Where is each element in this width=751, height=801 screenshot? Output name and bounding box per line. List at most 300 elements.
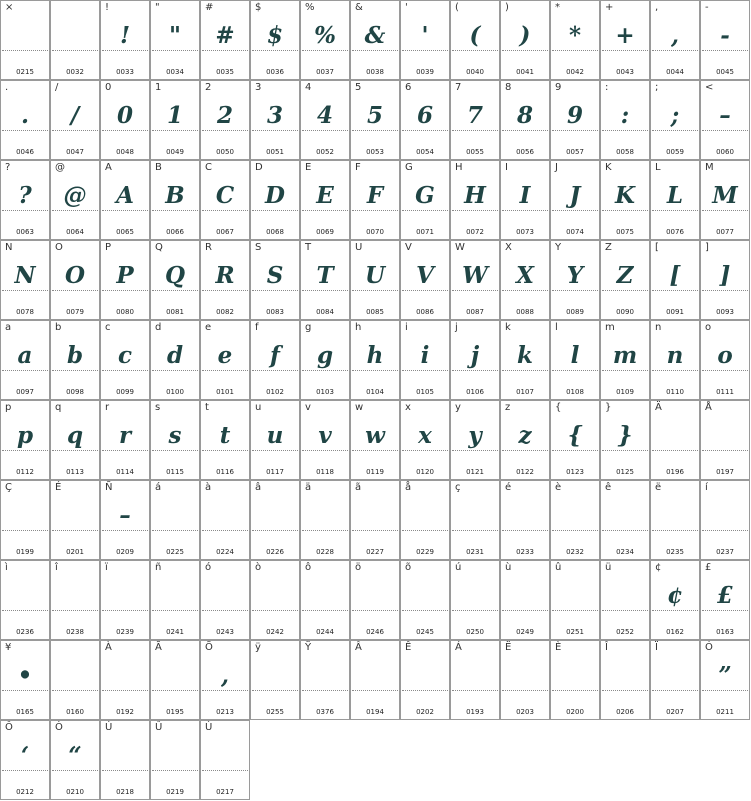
char-code: 0119	[366, 468, 384, 476]
glyph-sample: t	[219, 422, 231, 449]
cell-character: È	[555, 642, 562, 653]
cell-character: 0	[105, 82, 112, 93]
baseline-guide	[302, 530, 348, 531]
glyph-sample: q	[66, 422, 84, 449]
glyph-sample: {	[567, 422, 583, 449]
glyph-sample: 3	[266, 102, 283, 129]
glyph-sample: s	[168, 422, 182, 449]
char-code: 0082	[216, 308, 234, 316]
cell-character: 1	[155, 82, 162, 93]
char-code: 0217	[216, 788, 234, 796]
char-code: 0219	[166, 788, 184, 796]
glyph-sample: z	[518, 422, 532, 449]
cell-character: Y	[555, 242, 562, 253]
cell-character: s	[155, 402, 161, 413]
glyph-cell	[200, 480, 250, 560]
char-code: 0118	[316, 468, 334, 476]
cell-character: Ó	[705, 642, 713, 653]
glyph-cell	[650, 160, 700, 240]
glyph-cell	[350, 480, 400, 560]
char-code: 0074	[566, 228, 584, 236]
char-code: 0043	[616, 68, 634, 76]
cell-character: %	[305, 2, 315, 13]
glyph-cell	[150, 160, 200, 240]
glyph-cell	[200, 640, 250, 720]
char-code: 0100	[166, 388, 184, 396]
cell-character: é	[505, 482, 512, 493]
baseline-guide	[252, 690, 298, 691]
char-code: 0058	[616, 148, 634, 156]
cell-character: À	[105, 642, 112, 653]
glyph-cell	[400, 160, 450, 240]
cell-character: @	[55, 162, 65, 173]
cell-character: p	[5, 402, 12, 413]
cell-character: #	[205, 2, 214, 13]
glyph-sample: U	[364, 262, 386, 289]
cell-character: õ	[405, 562, 412, 573]
glyph-cell	[150, 80, 200, 160]
glyph-cell	[150, 640, 200, 720]
baseline-guide	[452, 690, 498, 691]
glyph-cell	[300, 240, 350, 320]
char-code: 0066	[166, 228, 184, 236]
glyph-sample: W	[462, 262, 488, 289]
cell-character: Ï	[655, 642, 658, 653]
char-code: 0193	[466, 708, 484, 716]
glyph-sample: ,	[220, 662, 229, 689]
char-code: 0233	[516, 548, 534, 556]
char-code: 0209	[116, 548, 134, 556]
glyph-cell	[250, 560, 300, 640]
cell-character: è	[555, 482, 562, 493]
cell-character: 2	[205, 82, 212, 93]
glyph-cell	[600, 480, 650, 560]
cell-character: ,	[655, 2, 659, 13]
glyph-cell	[700, 80, 750, 160]
glyph-cell	[150, 240, 200, 320]
glyph-cell	[50, 240, 100, 320]
glyph-cell	[300, 160, 350, 240]
glyph-cell	[100, 400, 150, 480]
char-code: 0206	[616, 708, 634, 716]
cell-character: ô	[305, 562, 312, 573]
glyph-cell	[600, 400, 650, 480]
cell-character: å	[405, 482, 412, 493]
char-code: 0070	[366, 228, 384, 236]
char-code: 0071	[416, 228, 434, 236]
cell-character: ç	[455, 482, 461, 493]
glyph-cell	[250, 0, 300, 80]
glyph-cell	[550, 480, 600, 560]
baseline-guide	[152, 530, 198, 531]
char-code: 0041	[516, 68, 534, 76]
glyph-cell	[450, 0, 500, 80]
char-code: 0245	[416, 628, 434, 636]
cell-character: Ÿ	[305, 642, 312, 653]
char-code: 0234	[616, 548, 634, 556]
glyph-cell	[250, 320, 300, 400]
glyph-cell	[600, 0, 650, 80]
char-code: 0252	[616, 628, 634, 636]
cell-character: ë	[655, 482, 662, 493]
glyph-cell	[600, 80, 650, 160]
glyph-cell	[50, 160, 100, 240]
glyph-sample: –	[719, 102, 731, 129]
cell-character: *	[555, 2, 560, 13]
glyph-sample: h	[366, 342, 384, 369]
cell-character: z	[505, 402, 511, 413]
cell-character: e	[205, 322, 212, 333]
cell-character: à	[205, 482, 212, 493]
cell-character: :	[605, 82, 609, 93]
glyph-cell	[250, 240, 300, 320]
glyph-cell	[0, 0, 50, 80]
char-code: 0103	[316, 388, 334, 396]
baseline-guide	[402, 530, 448, 531]
char-code: 0210	[66, 788, 84, 796]
baseline-guide	[702, 530, 748, 531]
cell-character: Ñ	[105, 482, 113, 493]
baseline-guide	[302, 610, 348, 611]
glyph-cell	[550, 80, 600, 160]
cell-character: Ë	[505, 642, 512, 653]
baseline-guide	[152, 690, 198, 691]
baseline-guide	[652, 530, 698, 531]
glyph-cell	[100, 0, 150, 80]
char-code: 0073	[516, 228, 534, 236]
baseline-guide	[452, 530, 498, 531]
char-code: 0246	[366, 628, 384, 636]
cell-character: 4	[305, 82, 312, 93]
cell-character: T	[305, 242, 312, 253]
cell-character: ã	[355, 482, 362, 493]
glyph-sample: "	[169, 22, 181, 49]
cell-character: {	[555, 402, 562, 413]
glyph-cell	[50, 560, 100, 640]
char-code: 0072	[466, 228, 484, 236]
cell-character: 6	[405, 82, 412, 93]
baseline-guide	[452, 610, 498, 611]
glyph-cell	[450, 320, 500, 400]
cell-character: (	[455, 2, 459, 13]
char-code: 0044	[666, 68, 684, 76]
cell-character: a	[5, 322, 12, 333]
cell-character: )	[505, 2, 509, 13]
cell-character: M	[705, 162, 714, 173]
baseline-guide	[252, 530, 298, 531]
cell-character: Â	[355, 642, 362, 653]
glyph-cell	[350, 560, 400, 640]
glyph-cell	[200, 560, 250, 640]
cell-character: w	[355, 402, 364, 413]
glyph-cell	[500, 80, 550, 160]
glyph-cell	[50, 400, 100, 480]
char-code: 0107	[516, 388, 534, 396]
char-code: 0047	[66, 148, 84, 156]
char-code: 0212	[16, 788, 34, 796]
glyph-sample: ?	[18, 182, 32, 209]
char-code: 0227	[366, 548, 384, 556]
char-code: 0034	[166, 68, 184, 76]
glyph-cell	[600, 560, 650, 640]
glyph-cell	[350, 80, 400, 160]
glyph-sample: L	[666, 182, 684, 209]
glyph-cell	[100, 160, 150, 240]
glyph-cell	[150, 320, 200, 400]
baseline-guide	[502, 610, 548, 611]
cell-character: &	[355, 2, 363, 13]
char-code: 0218	[116, 788, 134, 796]
cell-character: ?	[5, 162, 11, 173]
cell-character: P	[105, 242, 112, 253]
char-code: 0376	[316, 708, 334, 716]
char-code: 0050	[216, 148, 234, 156]
cell-character: â	[255, 482, 262, 493]
glyph-cell	[0, 720, 50, 800]
char-code: 0192	[116, 708, 134, 716]
glyph-cell	[650, 0, 700, 80]
char-code: 0077	[716, 228, 734, 236]
glyph-sample: )	[519, 22, 531, 49]
glyph-sample: *	[568, 22, 582, 49]
cell-character: k	[505, 322, 511, 333]
cell-character: K	[605, 162, 612, 173]
cell-character: Ô	[5, 722, 13, 733]
char-code: 0090	[616, 308, 634, 316]
glyph-cell	[250, 640, 300, 720]
glyph-sample: Q	[164, 262, 186, 289]
glyph-cell	[350, 240, 400, 320]
glyph-cell	[350, 160, 400, 240]
glyph-cell	[200, 720, 250, 800]
glyph-cell	[500, 0, 550, 80]
cell-character: h	[355, 322, 362, 333]
glyph-sample: u	[266, 422, 284, 449]
cell-character: b	[55, 322, 62, 333]
baseline-guide	[52, 690, 98, 691]
char-code: 0078	[16, 308, 34, 316]
char-code: 0099	[116, 388, 134, 396]
cell-character: S	[255, 242, 262, 253]
char-code: 0229	[416, 548, 434, 556]
char-code: 0091	[666, 308, 684, 316]
char-code: 0084	[316, 308, 334, 316]
cell-character: Z	[605, 242, 612, 253]
glyph-cell	[350, 0, 400, 80]
char-code: 0196	[666, 468, 684, 476]
cell-character: <	[705, 82, 714, 93]
glyph-sample: 0	[116, 102, 133, 129]
glyph-cell	[550, 320, 600, 400]
glyph-sample: Y	[566, 262, 584, 289]
glyph-cell	[50, 0, 100, 80]
glyph-cell	[550, 560, 600, 640]
cell-character: F	[355, 162, 361, 173]
baseline-guide	[2, 50, 48, 51]
cell-character: L	[655, 162, 661, 173]
char-code: 0097	[16, 388, 34, 396]
glyph-sample: }	[617, 422, 633, 449]
glyph-sample: f	[270, 342, 280, 369]
char-code: 0049	[166, 148, 184, 156]
glyph-sample: H	[464, 182, 486, 209]
glyph-sample: #	[215, 22, 235, 49]
glyph-cell	[100, 560, 150, 640]
glyph-cell	[150, 0, 200, 80]
char-code: 0160	[66, 708, 84, 716]
char-code: 0215	[16, 68, 34, 76]
glyph-cell	[450, 80, 500, 160]
char-code: 0039	[416, 68, 434, 76]
char-code: 0197	[716, 468, 734, 476]
char-code: 0241	[166, 628, 184, 636]
glyph-cell	[500, 560, 550, 640]
baseline-guide	[552, 530, 598, 531]
glyph-sample: B	[165, 182, 185, 209]
glyph-cell	[450, 560, 500, 640]
baseline-guide	[502, 690, 548, 691]
glyph-cell	[400, 400, 450, 480]
glyph-sample: 1	[166, 102, 183, 129]
char-code: 0105	[416, 388, 434, 396]
glyph-sample: T	[316, 262, 334, 289]
cell-character: $	[255, 2, 262, 13]
char-code: 0239	[116, 628, 134, 636]
glyph-cell	[300, 640, 350, 720]
glyph-cell	[150, 560, 200, 640]
glyph-cell	[650, 240, 700, 320]
cell-character: Û	[155, 722, 163, 733]
glyph-sample: c	[117, 342, 132, 369]
glyph-sample: ,	[670, 22, 679, 49]
baseline-guide	[652, 450, 698, 451]
char-code: 0238	[66, 628, 84, 636]
cell-character: v	[305, 402, 311, 413]
cell-character: ó	[205, 562, 212, 573]
cell-character: î	[55, 562, 58, 573]
char-code: 0235	[666, 548, 684, 556]
glyph-cell	[0, 160, 50, 240]
baseline-guide	[552, 690, 598, 691]
cell-character: 9	[555, 82, 562, 93]
cell-character: Ù	[205, 722, 213, 733]
glyph-sample: r	[118, 422, 132, 449]
baseline-guide	[2, 530, 48, 531]
char-code: 0038	[366, 68, 384, 76]
glyph-sample: E	[316, 182, 334, 209]
char-code: 0121	[466, 468, 484, 476]
glyph-sample: $	[266, 22, 283, 49]
char-code: 0088	[516, 308, 534, 316]
baseline-guide	[402, 690, 448, 691]
cell-character: '	[405, 2, 408, 13]
glyph-sample: £	[716, 582, 733, 609]
char-code: 0225	[166, 548, 184, 556]
char-code: 0069	[316, 228, 334, 236]
cell-character: ù	[505, 562, 512, 573]
char-code: 0032	[66, 68, 84, 76]
glyph-cell	[400, 320, 450, 400]
char-code: 0224	[216, 548, 234, 556]
char-code: 0123	[566, 468, 584, 476]
glyph-cell	[300, 320, 350, 400]
cell-character: u	[255, 402, 262, 413]
char-code: 0249	[516, 628, 534, 636]
glyph-cell	[0, 480, 50, 560]
cell-character: /	[55, 82, 59, 93]
char-code: 0237	[716, 548, 734, 556]
cell-character: û	[555, 562, 562, 573]
char-code: 0052	[316, 148, 334, 156]
glyph-cell	[100, 240, 150, 320]
cell-character: ñ	[155, 562, 162, 573]
char-code: 0194	[366, 708, 384, 716]
char-code: 0056	[516, 148, 534, 156]
char-code: 0081	[166, 308, 184, 316]
glyph-cell	[150, 400, 200, 480]
char-code: 0089	[566, 308, 584, 316]
glyph-sample: n	[666, 342, 684, 369]
char-code: 0067	[216, 228, 234, 236]
baseline-guide	[52, 50, 98, 51]
cell-character: H	[455, 162, 463, 173]
glyph-cell	[50, 480, 100, 560]
cell-character: ö	[355, 562, 362, 573]
glyph-cell	[700, 160, 750, 240]
char-code: 0232	[566, 548, 584, 556]
char-code: 0251	[566, 628, 584, 636]
glyph-cell	[450, 160, 500, 240]
char-code: 0201	[66, 548, 84, 556]
baseline-guide	[502, 530, 548, 531]
char-code: 0111	[716, 388, 734, 396]
char-code: 0113	[66, 468, 84, 476]
cell-character: ì	[5, 562, 8, 573]
baseline-guide	[602, 610, 648, 611]
baseline-guide	[252, 610, 298, 611]
cell-character: c	[105, 322, 111, 333]
glyph-cell	[450, 480, 500, 560]
glyph-cell	[700, 320, 750, 400]
glyph-cell	[300, 0, 350, 80]
cell-character: ×	[5, 2, 14, 13]
char-code: 0045	[716, 68, 734, 76]
cell-character: U	[355, 242, 363, 253]
cell-character: £	[705, 562, 712, 573]
glyph-sample: -	[720, 22, 730, 49]
cell-character: I	[505, 162, 508, 173]
glyph-sample: (	[469, 22, 481, 49]
cell-character: y	[455, 402, 461, 413]
char-code: 0120	[416, 468, 434, 476]
glyph-cell	[500, 400, 550, 480]
cell-character: ÿ	[255, 642, 261, 653]
glyph-cell	[400, 0, 450, 80]
glyph-cell	[0, 560, 50, 640]
char-code: 0207	[666, 708, 684, 716]
char-code: 0104	[366, 388, 384, 396]
char-code: 0087	[466, 308, 484, 316]
glyph-sample: +	[615, 22, 635, 49]
char-code: 0236	[16, 628, 34, 636]
glyph-cell	[0, 640, 50, 720]
glyph-cell	[200, 400, 250, 480]
cell-character: Ç	[5, 482, 12, 493]
char-code: 0255	[266, 708, 284, 716]
cell-character: q	[55, 402, 62, 413]
baseline-guide	[652, 690, 698, 691]
glyph-cell	[650, 480, 700, 560]
